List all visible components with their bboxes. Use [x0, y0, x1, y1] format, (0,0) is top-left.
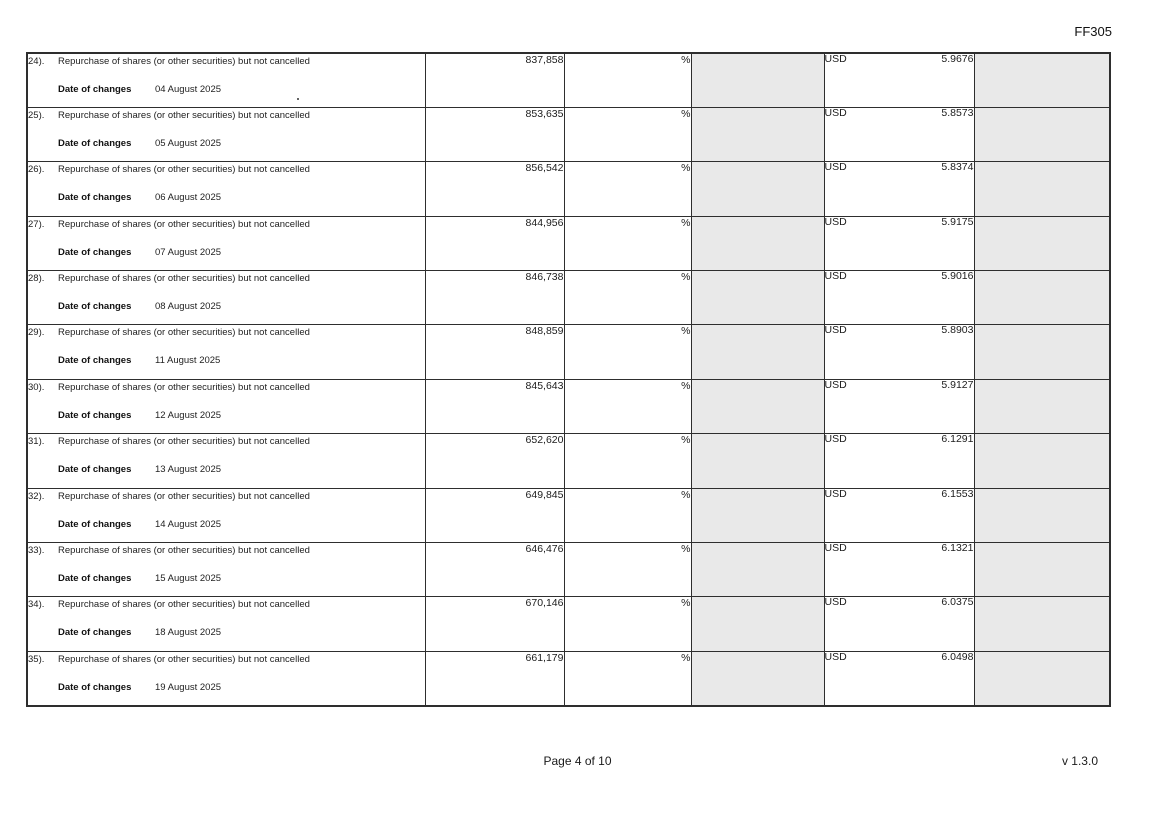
- row-description: Repurchase of shares (or other securities) but not cancelled: [58, 164, 310, 176]
- price-value: 6.0498: [941, 651, 974, 663]
- date-line: [28, 190, 425, 203]
- date-of-changes-value: 18 August 2025: [155, 627, 222, 639]
- description-cell: [27, 216, 425, 270]
- row-description: Repurchase of shares (or other securities) but not cancelled: [58, 599, 310, 611]
- shares-count-value: 670,146: [525, 597, 564, 610]
- date-of-changes-label: Date of changes: [58, 627, 132, 639]
- description-line: [28, 489, 425, 502]
- percent-symbol: %: [681, 597, 691, 610]
- percent-cell: [564, 216, 691, 270]
- price-line: [825, 434, 974, 445]
- row-number-label: 34).: [28, 599, 45, 611]
- shares-count-value: 837,858: [525, 54, 564, 66]
- percent-cell: [564, 379, 691, 433]
- form-code-label: FF305: [1074, 24, 1112, 39]
- description-line: [28, 597, 425, 610]
- date-line: [28, 625, 425, 638]
- shares-count-cell: [425, 53, 564, 107]
- description-cell: [27, 543, 425, 597]
- date-line: [28, 517, 425, 530]
- percent-symbol: %: [681, 216, 691, 229]
- price-value: 5.9016: [941, 270, 974, 283]
- empty-shaded-cell: [691, 597, 824, 651]
- row-number-label: 26).: [28, 164, 45, 176]
- description-cell: [27, 107, 425, 161]
- percent-cell: [564, 597, 691, 651]
- empty-shaded-cell: [691, 488, 824, 542]
- description-cell: [27, 325, 425, 379]
- empty-shaded-cell: [691, 434, 824, 488]
- row-description: Repurchase of shares (or other securities) but not cancelled: [58, 653, 310, 665]
- date-line: [28, 245, 425, 258]
- percent-symbol: %: [681, 271, 691, 284]
- shares-count-cell: [425, 434, 564, 488]
- shares-count-value: 853,635: [525, 107, 564, 120]
- currency-label: USD: [824, 379, 847, 391]
- empty-shaded-cell: [691, 107, 824, 161]
- empty-shaded-cell: [974, 53, 1110, 107]
- percent-cell: [564, 162, 691, 216]
- price-line: [825, 271, 974, 282]
- date-of-changes-label: Date of changes: [58, 573, 132, 585]
- currency-label: USD: [824, 216, 847, 228]
- empty-shaded-cell: [691, 325, 824, 379]
- row-description: Repurchase of shares (or other securities) but not cancelled: [58, 545, 310, 557]
- table-row: [27, 271, 1110, 325]
- shares-count-cell: [425, 543, 564, 597]
- price-line: [825, 380, 974, 391]
- date-of-changes-label: Date of changes: [58, 409, 132, 421]
- date-of-changes-label: Date of changes: [58, 84, 132, 95]
- description-line: [28, 108, 425, 121]
- shares-count-value: 848,859: [525, 325, 564, 338]
- row-number-label: 32).: [28, 490, 45, 502]
- price-cell: [824, 107, 974, 161]
- price-line: [825, 217, 974, 228]
- empty-shaded-cell: [974, 379, 1110, 433]
- currency-label: USD: [824, 161, 847, 174]
- currency-label: USD: [824, 488, 847, 500]
- form-version-label: v 1.3.0: [1061, 754, 1098, 768]
- table-row: [27, 325, 1110, 379]
- percent-symbol: %: [681, 325, 691, 338]
- table-row: [27, 597, 1110, 651]
- shares-count-value: 661,179: [525, 651, 564, 664]
- percent-cell: [564, 488, 691, 542]
- date-line: [28, 82, 425, 95]
- percent-cell: [564, 325, 691, 379]
- price-line: [825, 489, 974, 500]
- date-of-changes-label: Date of changes: [58, 137, 132, 149]
- percent-symbol: %: [681, 651, 691, 664]
- empty-shaded-cell: [691, 379, 824, 433]
- percent-symbol: %: [681, 107, 691, 120]
- currency-label: USD: [824, 542, 847, 555]
- date-of-changes-value: 04 August 2025: [155, 84, 222, 95]
- price-line: [825, 543, 974, 554]
- row-description: Repurchase of shares (or other securities) but not cancelled: [58, 273, 310, 285]
- shares-count-cell: [425, 162, 564, 216]
- row-number-label: 31).: [28, 436, 45, 448]
- row-description: Repurchase of shares (or other securities) but not cancelled: [58, 490, 310, 502]
- currency-label: USD: [824, 324, 847, 337]
- shares-count-cell: [425, 488, 564, 542]
- date-of-changes-label: Date of changes: [58, 355, 132, 367]
- date-of-changes-label: Date of changes: [58, 192, 132, 204]
- shares-count-cell: [425, 107, 564, 161]
- row-number-label: 33).: [28, 545, 45, 557]
- empty-shaded-cell: [974, 271, 1110, 325]
- percent-cell: [564, 543, 691, 597]
- shares-count-cell: [425, 325, 564, 379]
- row-description: Repurchase of shares (or other securities) but not cancelled: [58, 436, 310, 448]
- percent-symbol: %: [681, 54, 691, 66]
- percent-symbol: %: [681, 162, 691, 175]
- price-cell: [824, 53, 974, 107]
- description-line: [28, 380, 425, 393]
- shares-count-value: 846,738: [525, 271, 564, 284]
- price-line: [825, 597, 974, 608]
- shares-count-value: 652,620: [525, 434, 564, 447]
- price-cell: [824, 162, 974, 216]
- repurchase-table: [26, 52, 1111, 707]
- percent-cell: [564, 434, 691, 488]
- empty-shaded-cell: [974, 597, 1110, 651]
- shares-count-cell: [425, 597, 564, 651]
- repurchase-table-body: [27, 53, 1110, 706]
- percent-symbol: %: [681, 488, 691, 501]
- empty-shaded-cell: [691, 162, 824, 216]
- shares-count-value: 856,542: [525, 162, 564, 175]
- row-number-label: 30).: [28, 381, 45, 393]
- date-of-changes-value: 06 August 2025: [155, 192, 222, 204]
- description-line: [28, 543, 425, 556]
- date-of-changes-value: 13 August 2025: [155, 464, 222, 476]
- date-of-changes-label: Date of changes: [58, 246, 132, 258]
- price-value: 6.1291: [941, 433, 974, 446]
- price-value: 6.1553: [941, 488, 974, 500]
- table-row: [27, 434, 1110, 488]
- row-description: Repurchase of shares (or other securities) but not cancelled: [58, 327, 310, 339]
- shares-count-cell: [425, 271, 564, 325]
- empty-shaded-cell: [691, 543, 824, 597]
- price-line: [825, 108, 974, 119]
- shares-count-value: 844,956: [525, 216, 564, 229]
- price-line: [825, 652, 974, 663]
- price-value: 5.9175: [941, 216, 974, 228]
- date-of-changes-value: 12 August 2025: [155, 409, 222, 421]
- empty-shaded-cell: [974, 216, 1110, 270]
- description-cell: [27, 271, 425, 325]
- date-of-changes-value: 11 August 2025: [155, 355, 221, 367]
- table-row: [27, 543, 1110, 597]
- shares-count-cell: [425, 379, 564, 433]
- shares-count-value: 845,643: [525, 379, 564, 392]
- empty-shaded-cell: [691, 271, 824, 325]
- description-cell: [27, 488, 425, 542]
- price-value: 6.1321: [941, 542, 974, 555]
- stray-dot-artifact: [297, 98, 299, 100]
- date-line: [28, 571, 425, 584]
- empty-shaded-cell: [974, 325, 1110, 379]
- date-of-changes-label: Date of changes: [58, 464, 132, 476]
- table-row: [27, 53, 1110, 107]
- date-line: [28, 136, 425, 149]
- price-value: 5.9676: [941, 53, 974, 65]
- percent-cell: [564, 53, 691, 107]
- shares-count-cell: [425, 651, 564, 705]
- empty-shaded-cell: [974, 488, 1110, 542]
- price-value: 5.8903: [941, 324, 974, 337]
- price-cell: [824, 325, 974, 379]
- row-number-label: 29).: [28, 327, 45, 339]
- row-description: Repurchase of shares (or other securities) but not cancelled: [58, 381, 310, 393]
- shares-count-value: 646,476: [525, 543, 564, 556]
- table-row: [27, 107, 1110, 161]
- shares-count-value: 649,845: [525, 488, 564, 501]
- date-line: [28, 680, 425, 693]
- currency-label: USD: [824, 53, 847, 65]
- currency-label: USD: [824, 651, 847, 663]
- currency-label: USD: [824, 270, 847, 283]
- price-line: [825, 162, 974, 173]
- table-row: [27, 379, 1110, 433]
- description-line: [28, 162, 425, 175]
- price-cell: [824, 651, 974, 705]
- currency-label: USD: [824, 596, 847, 609]
- date-of-changes-value: 05 August 2025: [155, 137, 222, 149]
- description-line: [28, 652, 425, 665]
- row-description: Repurchase of shares (or other securities) but not cancelled: [58, 218, 310, 230]
- empty-shaded-cell: [974, 543, 1110, 597]
- description-line: [28, 325, 425, 338]
- percent-symbol: %: [681, 434, 691, 447]
- empty-shaded-cell: [691, 216, 824, 270]
- description-cell: [27, 53, 425, 107]
- percent-cell: [564, 271, 691, 325]
- date-of-changes-value: 07 August 2025: [155, 246, 222, 258]
- price-line: [825, 325, 974, 336]
- percent-symbol: %: [681, 379, 691, 392]
- row-description: Repurchase of shares (or other securities) but not cancelled: [58, 109, 310, 121]
- date-line: [28, 353, 425, 366]
- price-value: 5.8573: [941, 107, 974, 119]
- empty-shaded-cell: [691, 53, 824, 107]
- table-row: [27, 651, 1110, 705]
- description-cell: [27, 651, 425, 705]
- percent-cell: [564, 651, 691, 705]
- currency-label: USD: [824, 107, 847, 119]
- price-cell: [824, 434, 974, 488]
- row-number-label: 24).: [28, 56, 45, 67]
- description-cell: [27, 597, 425, 651]
- price-value: 5.8374: [941, 161, 974, 174]
- empty-shaded-cell: [691, 651, 824, 705]
- row-number-label: 35).: [28, 653, 45, 665]
- price-cell: [824, 271, 974, 325]
- shares-count-cell: [425, 216, 564, 270]
- price-cell: [824, 597, 974, 651]
- date-line: [28, 408, 425, 421]
- price-cell: [824, 488, 974, 542]
- row-number-label: 27).: [28, 218, 45, 230]
- date-of-changes-value: 15 August 2025: [155, 573, 222, 585]
- date-of-changes-label: Date of changes: [58, 518, 132, 530]
- price-value: 6.0375: [941, 596, 974, 609]
- description-cell: [27, 434, 425, 488]
- currency-label: USD: [824, 433, 847, 446]
- row-number-label: 25).: [28, 109, 45, 121]
- description-line: [28, 54, 425, 67]
- table-row: [27, 216, 1110, 270]
- empty-shaded-cell: [974, 107, 1110, 161]
- date-of-changes-value: 08 August 2025: [155, 301, 222, 313]
- row-description: Repurchase of shares (or other securities) but not cancelled: [58, 56, 310, 67]
- date-of-changes-label: Date of changes: [58, 681, 132, 693]
- date-line: [28, 462, 425, 475]
- empty-shaded-cell: [974, 651, 1110, 705]
- description-line: [28, 271, 425, 284]
- price-value: 5.9127: [941, 379, 974, 391]
- description-line: [28, 217, 425, 230]
- price-cell: [824, 379, 974, 433]
- table-row: [27, 488, 1110, 542]
- date-of-changes-label: Date of changes: [58, 301, 132, 313]
- empty-shaded-cell: [974, 434, 1110, 488]
- empty-shaded-cell: [974, 162, 1110, 216]
- description-cell: [27, 162, 425, 216]
- price-cell: [824, 543, 974, 597]
- date-of-changes-value: 14 August 2025: [155, 518, 222, 530]
- price-cell: [824, 216, 974, 270]
- row-number-label: 28).: [28, 273, 45, 285]
- price-line: [825, 54, 974, 65]
- date-of-changes-value: 19 August 2025: [155, 681, 222, 693]
- date-line: [28, 299, 425, 312]
- page-number-label: Page 4 of 10: [543, 754, 612, 768]
- table-row: [27, 162, 1110, 216]
- percent-symbol: %: [681, 543, 691, 556]
- description-cell: [27, 379, 425, 433]
- percent-cell: [564, 107, 691, 161]
- description-line: [28, 434, 425, 447]
